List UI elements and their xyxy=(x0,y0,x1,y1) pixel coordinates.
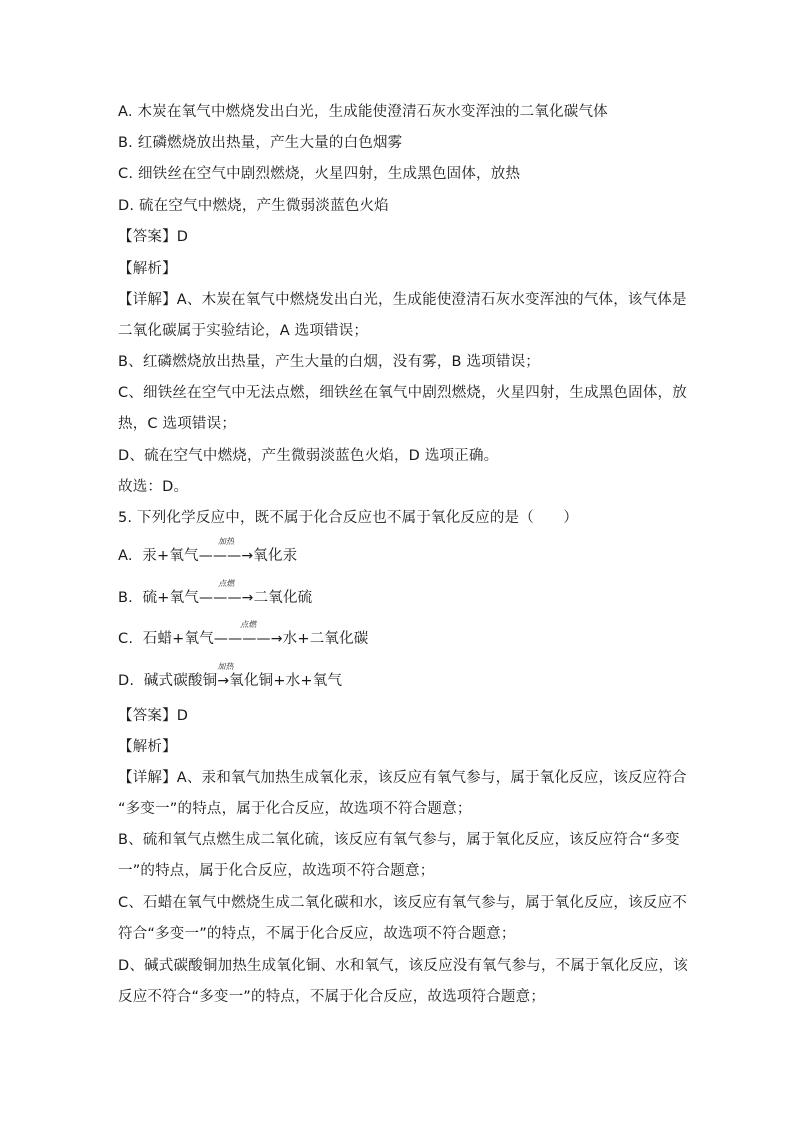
q5-option-b xyxy=(118,579,313,608)
products: 氧化汞 xyxy=(253,548,298,564)
option-a-text: A. 木炭在氧气中燃烧发出白光，生成能使澄清石灰水变浑浊的二氧化碳气体 xyxy=(118,104,608,120)
option-label: B. xyxy=(118,590,133,606)
option-label: D. xyxy=(118,673,135,689)
reaction-condition: 点燃 xyxy=(218,579,235,588)
arrow-icon: → xyxy=(217,673,230,689)
detail-line: 符合“多变一”的特点，不属于化合反应，故选项不符合题意； xyxy=(118,926,516,942)
reaction-condition: 点燃 xyxy=(240,620,257,629)
answer-label: 【答案】D xyxy=(118,708,189,724)
option-label: A. xyxy=(118,548,133,564)
detail-line: C、石蜡在氧气中燃烧生成二氧化碳和水，该反应有氧气参与，属于氧化反应，该反应不 xyxy=(118,895,687,911)
detail-line: D、碱式碳酸铜加热生成氧化铜、水和氧气，该反应没有氧气参与，不属于氧化反应，该 xyxy=(118,958,688,974)
analysis-label: 【解析】 xyxy=(118,261,177,277)
detail-line: 热，C 选项错误； xyxy=(118,416,237,432)
arrow-icon: ———→ xyxy=(199,590,254,606)
detail-line: D、硫在空气中燃烧，产生微弱淡蓝色火焰，D 选项正确。 xyxy=(118,448,499,464)
question-5-stem: 5. 下列化学反应中，既不属于化合反应也不属于氧化反应的是（ ） xyxy=(118,510,579,526)
detail-line: 二氧化碳属于实验结论，A 选项错误； xyxy=(118,323,369,339)
reaction-arrow xyxy=(213,620,283,649)
detail-line: 故选：D。 xyxy=(118,479,189,495)
detail-line: “多变一”的特点，属于化合反应，故选项不符合题意； xyxy=(118,801,472,817)
q5-option-a xyxy=(118,537,298,566)
option-label: C. xyxy=(118,631,134,647)
answer-label: 【答案】D xyxy=(118,229,189,245)
reaction-arrow xyxy=(199,579,254,608)
reactants: 硫+氧气 xyxy=(142,590,200,606)
option-b-text: B. 红磷燃烧放出热量，产生大量的白色烟雾 xyxy=(118,135,403,151)
reaction-condition: 加热 xyxy=(217,662,234,671)
analysis-label: 【解析】 xyxy=(118,739,177,755)
arrow-icon: ————→ xyxy=(213,631,283,647)
detail-line: 【详解】A、木炭在氧气中燃烧发出白光，生成能使澄清石灰水变浑浊的气体，该气体是 xyxy=(118,292,687,308)
reaction-condition: 加热 xyxy=(217,537,235,546)
reactants: 石蜡+氧气 xyxy=(142,631,214,647)
products: 水+二氧化碳 xyxy=(282,631,369,647)
detail-line: 一”的特点，属于化合反应，故选项不符合题意； xyxy=(118,863,435,879)
option-d-text: D. 硫在空气中燃烧，产生微弱淡蓝色火焰 xyxy=(118,198,389,214)
q5-option-d xyxy=(118,662,343,691)
products: 二氧化硫 xyxy=(253,590,313,606)
products: 氧化铜+水+氧气 xyxy=(229,673,343,689)
detail-line: B、硫和氧气点燃生成二氧化硫，该反应有氧气参与，属于氧化反应，该反应符合“多变 xyxy=(118,832,680,848)
reaction-arrow xyxy=(217,662,234,691)
reactants: 汞+氧气 xyxy=(142,548,199,564)
reaction-arrow xyxy=(198,537,254,566)
detail-line: 【详解】A、汞和氧气加热生成氧化汞，该反应有氧气参与，属于氧化反应，该反应符合 xyxy=(118,770,687,786)
q5-option-c xyxy=(118,620,369,649)
detail-line: B、红磷燃烧放出热量，产生大量的白烟，没有雾，B 选项错误； xyxy=(118,354,541,370)
arrow-icon: ———→ xyxy=(198,548,254,564)
reactants: 碱式碳酸铜 xyxy=(143,673,218,689)
option-c-text: C. 细铁丝在空气中剧烈燃烧，火星四射，生成黑色固体，放热 xyxy=(118,166,521,182)
detail-line: C、细铁丝在空气中无法点燃，细铁丝在氧气中剧烈燃烧，火星四射，生成黑色固体，放 xyxy=(118,385,687,401)
detail-line: 反应不符合“多变一”的特点，不属于化合反应，故选项符合题意； xyxy=(118,989,546,1005)
